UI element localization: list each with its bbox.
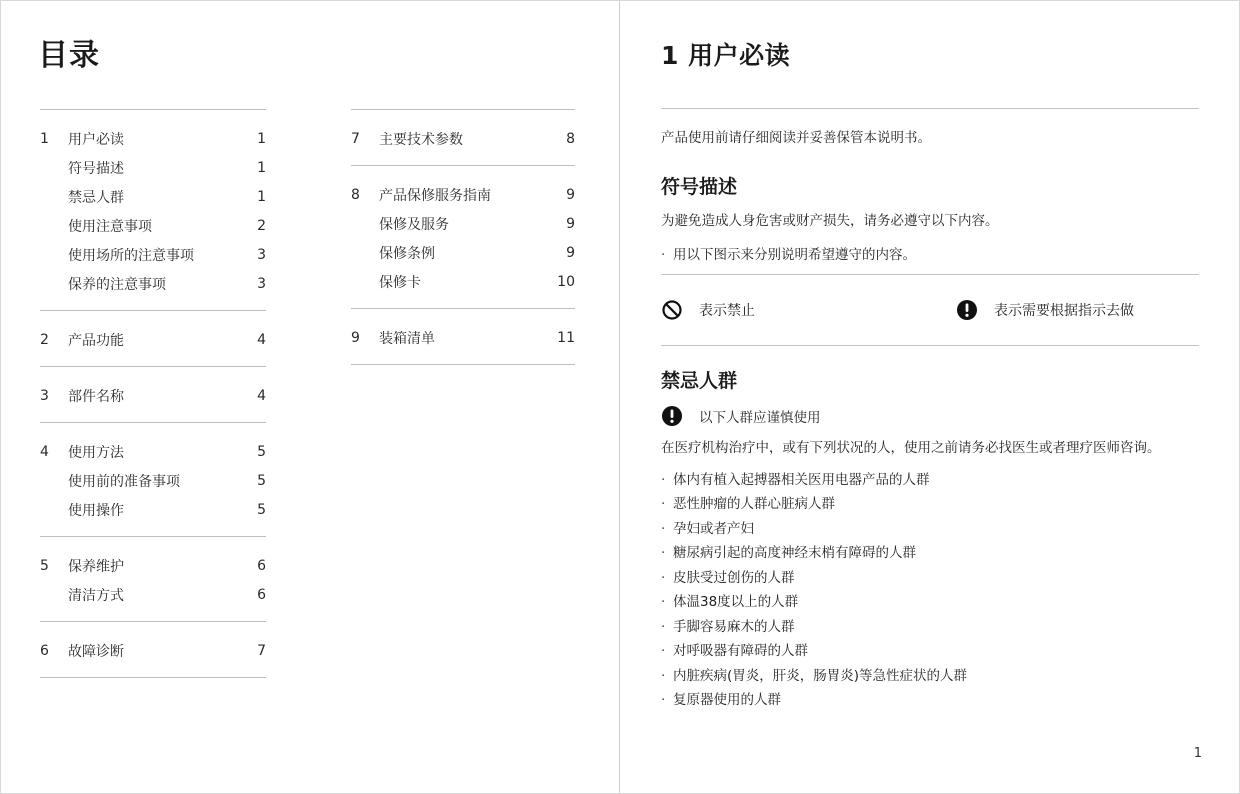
toc-entry-label: 保修卡 [379,274,421,291]
list-item: · 糖尿病引起的高度神经末梢有障碍的人群 [661,541,1199,566]
toc-column-left [40,109,266,678]
symbol-mandatory [956,299,1134,321]
toc-entry-page: 1 [257,159,266,176]
warning-text: 以下人群应谨慎使用 [699,409,821,426]
toc-entry[interactable] [351,209,575,238]
list-item: · 体内有植入起搏器相关医用电器产品的人群 [661,468,1199,493]
section-title-contraindications: 禁忌人群 [661,369,738,392]
toc-entry[interactable] [40,325,266,354]
toc-entry-label: 清洁方式 [68,587,124,604]
toc-group [40,310,266,366]
toc-entry[interactable] [40,580,266,609]
chapter-page [621,0,1240,794]
toc-entry-label: 使用场所的注意事项 [68,247,194,264]
list-item: · 恶性肿瘤的人群心脏病人群 [661,492,1199,517]
toc-entry[interactable] [40,240,266,269]
toc-entry-page: 1 [257,188,266,205]
toc-entry[interactable] [351,323,575,352]
toc-entry-label: 使用方法 [68,444,124,461]
toc-entry[interactable] [40,437,266,466]
toc-entry-page: 4 [257,331,266,348]
toc-entry-page: 7 [257,642,266,659]
toc-entry-page: 6 [257,586,266,603]
toc-entry[interactable] [351,238,575,267]
list-item: · 孕妇或者产妇 [661,517,1199,542]
warning-line [661,405,1199,427]
toc-group [40,422,266,536]
toc-group [40,536,266,621]
toc-entry-label: 部件名称 [68,388,124,405]
toc-entry[interactable] [40,466,266,495]
list-item: · 对呼吸器有障碍的人群 [661,639,1199,664]
list-item: · 内脏疾病(胃炎，肝炎，肠胃炎)等急性症状的人群 [661,664,1199,689]
toc-entry-page: 9 [566,186,575,203]
symbol-prohibit [661,299,956,321]
toc-entry-page: 8 [566,130,575,147]
list-item: · 复原器使用的人群 [661,688,1199,713]
toc-entry-page: 1 [257,130,266,147]
toc-entry-page: 5 [257,472,266,489]
toc-entry-page: 3 [257,246,266,263]
toc-entry-page: 6 [257,557,266,574]
toc-entry-number: 4 [40,443,49,460]
list-item: · 皮肤受过创伤的人群 [661,566,1199,591]
toc-entry-page: 10 [557,273,575,290]
exclamation-circle-icon [956,299,978,321]
toc-entry-label: 使用操作 [68,502,124,519]
toc-entry-page: 9 [566,215,575,232]
toc-entry-label: 禁忌人群 [68,189,124,206]
toc-entry[interactable] [40,269,266,298]
toc-entry-page: 4 [257,387,266,404]
toc-entry-label: 使用前的准备事项 [68,473,180,490]
toc-entry[interactable] [351,124,575,153]
toc-entry-label: 用户必读 [68,131,124,148]
toc-entry[interactable] [40,495,266,524]
toc-entry[interactable] [40,551,266,580]
toc-group [351,165,575,308]
toc-entry-number: 9 [351,329,360,346]
toc-entry-label: 符号描述 [68,160,124,177]
chapter-title: 1 用户必读 [661,41,791,70]
toc-column-middle [351,109,575,365]
advice-text: 在医疗机构治疗中，或有下列状况的人，使用之前请务必找医生或者理疗医师咨询。 [661,439,1161,456]
exclamation-circle-icon [661,405,683,427]
toc-entry-label: 故障诊断 [68,643,124,660]
section-title-symbols: 符号描述 [661,176,738,198]
toc-entry[interactable] [351,180,575,209]
page-number: 1 [1193,746,1202,761]
chapter-content [661,30,1199,713]
divider [661,345,1199,346]
mandatory-label: 表示需要根据指示去做 [994,302,1134,319]
toc-entry-number: 1 [40,130,49,147]
toc-title: 目录 [38,38,100,73]
divider [661,108,1199,109]
toc-entry-label: 装箱清单 [379,330,435,347]
toc-entry[interactable] [351,267,575,296]
toc-entry[interactable] [40,381,266,410]
symbols-note: · 用以下图示来分别说明希望遵守的内容。 [661,243,1199,268]
toc-entry-page: 11 [557,329,575,346]
contraindication-list [661,468,1199,713]
toc-entry-label: 保养的注意事项 [68,276,166,293]
toc-entry-label: 保修条例 [379,245,435,262]
toc-group [40,366,266,422]
toc-entry-page: 5 [257,501,266,518]
toc-entry[interactable] [40,182,266,211]
toc-entry-number: 2 [40,331,49,348]
prohibit-label: 表示禁止 [699,302,755,319]
toc-entry-number: 5 [40,557,49,574]
toc-entry-number: 3 [40,387,49,404]
toc-entry-page: 2 [257,217,266,234]
toc-group [40,621,266,678]
toc-entry-page: 5 [257,443,266,460]
toc-entry-label: 主要技术参数 [379,131,463,148]
toc-entry[interactable] [40,124,266,153]
list-item: · 手脚容易麻木的人群 [661,615,1199,640]
symbols-description: 为避免造成人身危害或财产损失，请务必遵守以下内容。 [661,213,999,229]
symbol-legend [661,275,1199,345]
toc-entry[interactable] [40,211,266,240]
intro-text: 产品使用前请仔细阅读并妥善保管本说明书。 [661,130,931,146]
toc-entry-page: 9 [566,244,575,261]
toc-entry[interactable] [40,636,266,665]
toc-entry-number: 8 [351,186,360,203]
toc-group [351,308,575,365]
toc-entry-page: 3 [257,275,266,292]
toc-entry-label: 保修及服务 [379,216,449,233]
list-item: · 体温38度以上的人群 [661,590,1199,615]
toc-entry-label: 产品功能 [68,332,124,349]
toc-group [351,109,575,165]
toc-entry-label: 保养维护 [68,558,124,575]
toc-entry[interactable] [40,153,266,182]
toc-entry-number: 7 [351,130,360,147]
toc-entry-label: 使用注意事项 [68,218,152,235]
prohibit-icon [661,299,683,321]
toc-group [40,109,266,310]
toc-entry-label: 产品保修服务指南 [379,187,491,204]
toc-entry-number: 6 [40,642,49,659]
